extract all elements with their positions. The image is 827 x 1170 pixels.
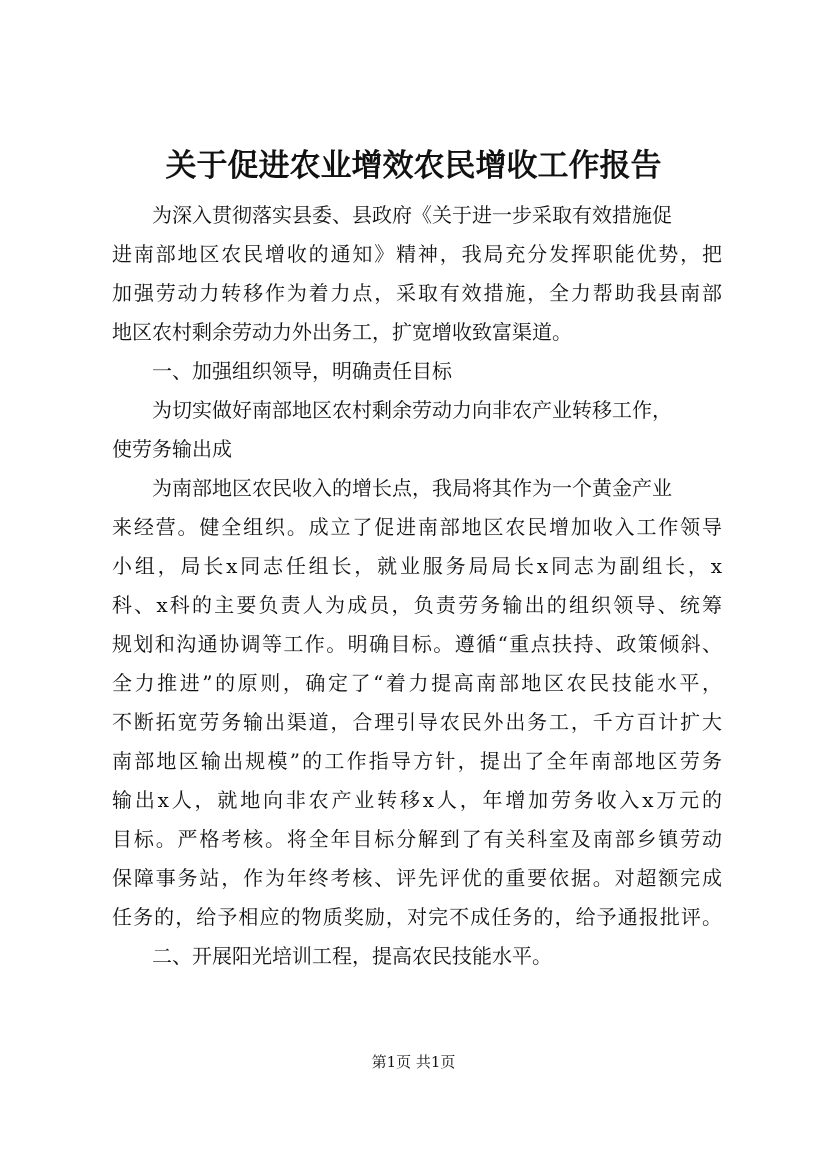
paragraph-line: 为南部地区农民收入的增长点，我局将其作为一个黄金产业 — [152, 476, 672, 500]
section-heading: 一、加强组织领导，明确责任目标 — [152, 359, 452, 383]
paragraph-line: 科、x科的主要负责人为成员，负责劳务输出的组织领导、统筹 — [112, 593, 722, 617]
paragraph-line: 任务的，给予相应的物质奖励，对完不成任务的，给予通报批评。 — [112, 905, 722, 929]
paragraph-line: 来经营。健全组织。成立了促进南部地区农民增加收入工作领导 — [112, 515, 722, 539]
paragraph-line: 保障事务站，作为年终考核、评先评优的重要依据。对超额完成 — [112, 866, 722, 890]
paragraph-line: 加强劳动力转移作为着力点，采取有效措施，全力帮助我县南部 — [112, 281, 722, 305]
page-footer — [0, 1052, 827, 1072]
paragraph-line: 小组，局长x同志任组长，就业服务局局长x同志为副组长，x — [112, 554, 722, 578]
section-heading: 二、开展阳光培训工程，提高农民技能水平。 — [152, 944, 552, 968]
paragraph-line: 规划和沟通协调等工作。明确目标。遵循“重点扶持、政策倾斜、 — [112, 632, 722, 656]
paragraph-line: 不断拓宽劳务输出渠道，合理引导农民外出务工，千方百计扩大 — [112, 710, 722, 734]
document-title: 关于促进农业增效农民增收工作报告 — [165, 148, 662, 184]
paragraph-line: 使劳务输出成 — [112, 437, 232, 461]
paragraph-line: 为深入贯彻落实县委、县政府《关于进一步采取有效措施促 — [152, 203, 672, 227]
paragraph-line: 南部地区输出规模”的工作指导方针，提出了全年南部地区劳务 — [112, 749, 722, 773]
paragraph-line: 目标。严格考核。将全年目标分解到了有关科室及南部乡镇劳动 — [112, 827, 722, 851]
page-number: 第1页 共1页 — [371, 1053, 456, 1071]
paragraph-line: 进南部地区农民增收的通知》精神，我局充分发挥职能优势，把 — [112, 242, 722, 266]
paragraph-line: 全力推进”的原则，确定了“着力提高南部地区农民技能水平， — [112, 671, 722, 695]
paragraph-line: 输出x人，就地向非农产业转移x人，年增加劳务收入x万元的 — [112, 788, 722, 812]
paragraph-line: 地区农村剩余劳动力外出务工，扩宽增收致富渠道。 — [112, 320, 572, 344]
document-body — [112, 196, 722, 976]
paragraph-line: 为切实做好南部地区农村剩余劳动力向非农产业转移工作， — [152, 398, 672, 422]
